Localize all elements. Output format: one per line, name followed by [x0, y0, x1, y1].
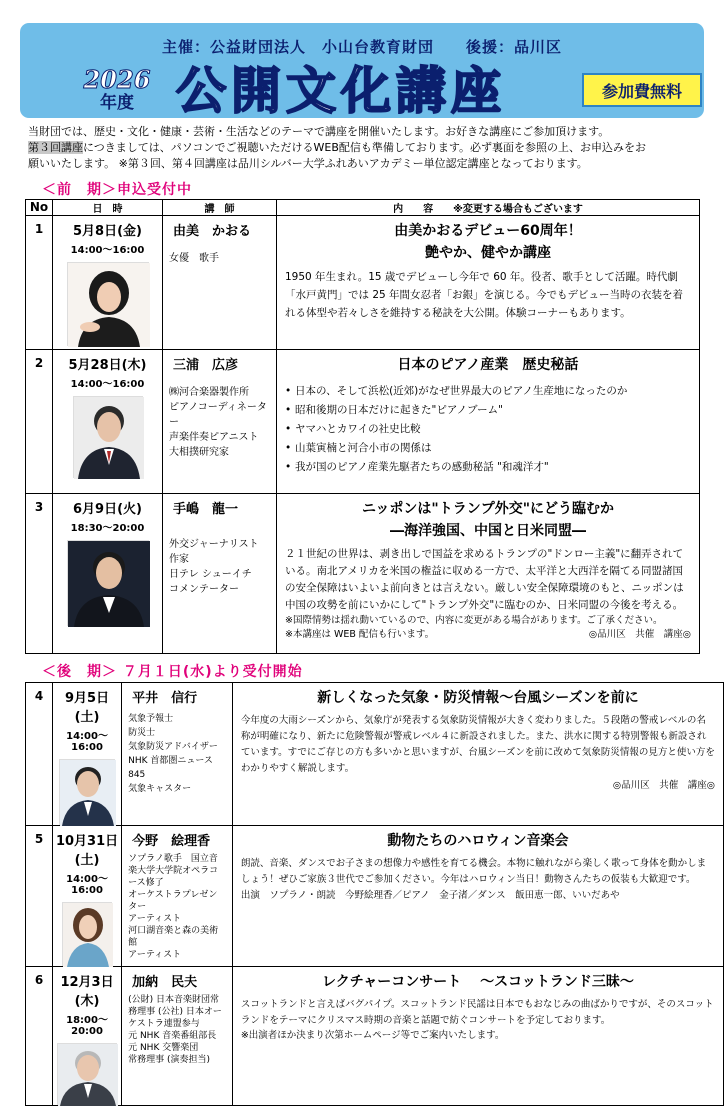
content-cell [277, 494, 700, 654]
lecture-subtitle: 艶やか、健やか講座 [425, 245, 551, 261]
lecture-date: 9月5日(土) [65, 691, 110, 725]
lecturer-name: 手嶋 龍一 [173, 502, 239, 517]
header-date: 日 時 [53, 200, 163, 216]
header-content: 内 容 ※変更する場合もございます [277, 200, 700, 216]
lecture-description: スコットランドと言えばバグパイプ。スコットランド民謡は日本でもおなじみの曲ばかりですが、そのスコットランドをテーマにクリスマス時期の音楽と話題で紡ぐコンサートを予定しております。 [240, 999, 714, 1026]
lecturer-role: 防災士 [128, 728, 156, 738]
lecture-date-cell [53, 494, 163, 654]
lecture-note: ※国際情勢は揺れ動いているので、内容に変更がある場合があります。ご了承ください。 [285, 615, 663, 626]
lecture-date: 5月28日(木) [68, 358, 147, 373]
lecturer-name: 加納 民夫 [132, 975, 198, 990]
content-cell [277, 350, 700, 494]
lecturer-cell [163, 494, 277, 654]
header-banner [20, 23, 704, 118]
lecturer-photo [57, 1043, 117, 1105]
table-row [26, 216, 700, 350]
table-row [26, 967, 724, 1106]
intro-line-2 [28, 140, 698, 156]
section-first-term: ＜前 期＞申込受付中 [42, 182, 192, 198]
sponsor-main: 主催：公益財団法人 小山台教育財団 [161, 38, 434, 56]
lecturer-cell [163, 350, 277, 494]
lecture-time: 14:00～16:00 [70, 379, 145, 390]
table-row [26, 826, 724, 967]
cohost-label: ◎品川区 共催 講座◎ [612, 780, 715, 791]
lecturer-cell [122, 683, 233, 826]
portrait-icon [63, 903, 113, 967]
lecture-no: 5 [26, 826, 53, 967]
lecture-note-row [285, 628, 691, 642]
lecture-subtitle: ―海洋強国、中国と日米同盟― [390, 523, 586, 539]
lecture-no: 3 [26, 494, 53, 654]
table-header-row [26, 200, 700, 216]
list-item: • 我が国のピアノ産業先駆者たちの感動秘話 "和魂洋才" [285, 458, 691, 477]
lecture-description: 今年度の大雨シーズンから、気象庁が発表する気象防災情報が大きく変わりました。５段階の警戒レベルの名称が明確になり、新たに危険警報が警戒レベル４に新設されました。また、洪水に関する特別警報も新設されています。すでにご存じの方も多いかと思いますが、台風シーズンを前に改めて気象防災情報の見方と使い方をわかりやすく解説します。 [240, 715, 715, 774]
lecture-date-cell [53, 683, 122, 826]
lecture-no: 4 [26, 683, 53, 826]
header-lecturer: 講 師 [163, 200, 277, 216]
lecture-title: 日本のピアノ産業 歴史秘話 [397, 357, 579, 373]
table-row [26, 350, 700, 494]
lecture-time: 14:00～16:00 [70, 245, 145, 256]
lecturer-role: 作家 [169, 554, 189, 565]
content-cell [232, 683, 723, 826]
lecturer-photo [62, 902, 112, 966]
lecturer-role: コメンテーター [169, 584, 239, 595]
lecturer-role: 外交ジャーナリスト [169, 539, 259, 550]
list-item: • 山葉寅楠と河合小市の関係は [285, 439, 691, 458]
year-unit: 年度 [100, 93, 134, 113]
lecturer-photo [67, 262, 149, 346]
lecturer-role: 常務理事 (演奏担当) [128, 1055, 210, 1065]
lecture-date: 5月8日(金) [73, 224, 142, 239]
portrait-icon [68, 263, 150, 347]
lecture-title: 新しくなった気象・防災情報～台風シーズンを前に [317, 690, 639, 706]
lecture-date: 6月9日(火) [73, 502, 142, 517]
lecturer-role: 河口湖音楽と森の美術館 [128, 926, 219, 948]
lecture-title: レクチャーコンサート ～スコットランド三昧～ [321, 974, 634, 990]
lecturer-role: ピアノコーディネーター [169, 402, 267, 428]
cohost-label: ◎品川区 共催 講座◎ [588, 629, 691, 640]
free-badge: 参加費無料 [582, 73, 702, 107]
lecturer-role: NHK 首都圏ニュース 845 [128, 756, 213, 780]
lecturer-photo [59, 759, 115, 825]
lecture-date-cell [53, 826, 122, 967]
table-row [26, 683, 724, 826]
lecture-date-cell [53, 967, 122, 1106]
lecture-title: ニッポンは"トランプ外交"にどう臨むか [361, 501, 615, 517]
lecturer-role: ソプラノ歌手 国立音楽大学大学院オペラコース修了 [128, 854, 219, 888]
lecturer-photo [67, 540, 149, 626]
list-item: • ヤマハとカワイの社史比較 [285, 420, 691, 439]
lecture-performers: 出演 ソプラノ・朗読 今野絵理香／ピアノ 金子渚／ダンス 飯田恵一郎、いいだあや [240, 890, 620, 901]
lecturer-role: 大相撲研究家 [169, 447, 229, 458]
lecture-description: ２１世紀の世界は、剥き出しで国益を求めるトランプの"ドンロー主義"に翻弄されている。南北アメリカを米国の権益に収める一方で、太平洋と大西洋を隔てる同盟諸国の安全保障はいよいよ前向きとは言えない。厳しい安全保障環境のもと、ニッポンは中国の攻勢を前にいかにして"トランプ外交"に臨むのか、日米同盟の今後を考える。 [285, 548, 684, 611]
list-item: • 日本の、そして浜松(近郊)がなぜ世界最大のピアノ生産地になったのか [285, 382, 691, 401]
lecture-no: 1 [26, 216, 53, 350]
intro-line-2-text: につきましては、パソコンでご視聴いただけるWEB配信も準備しております。必ず裏面を参照の上、お申込みをお [83, 141, 647, 154]
lecturer-role: 元 NHK 音楽番組部長 [128, 1031, 217, 1041]
fiscal-year [76, 65, 158, 113]
lecture-date-cell [53, 350, 163, 494]
lecture-title: 由美かおるデビュー60周年！ [394, 223, 582, 239]
lecturer-role: アーティスト [128, 914, 182, 924]
lecturer-name: 今野 絵理香 [132, 834, 211, 849]
lecturer-role: 気象予報士 [128, 714, 174, 724]
intro-highlight: 第３回講座 [28, 141, 83, 154]
lecturer-cell [163, 216, 277, 350]
portrait-icon [60, 760, 116, 826]
lecture-time: 18:30～20:00 [70, 523, 145, 534]
lecture-time: 18:00～20:00 [66, 1015, 108, 1037]
lecturer-role: 声楽伴奏ピアニスト [169, 432, 259, 443]
lecturer-name: 平井 信行 [132, 691, 198, 706]
content-cell [232, 826, 723, 967]
lecturer-role: 気象キャスター [128, 784, 192, 794]
lecture-date-cell [53, 216, 163, 350]
web-note: ※本講座は WEB 配信も行います。 [285, 629, 435, 640]
table-row [26, 494, 700, 654]
lecture-description: 朗読、音楽、ダンスでお子さまの想像力や感性を育てる機会。本物に触れながら楽しく歌って身体を動かしましょう！ぜひご家族３世代でご参加ください。今年はハロウィン当日！動物さんたちの仮装も大歓迎です。 [240, 858, 707, 885]
lecturer-role: ㈱河合楽器製作所 [169, 387, 249, 398]
portrait-icon [68, 541, 150, 627]
content-cell [232, 967, 723, 1106]
second-term-table [25, 682, 724, 1106]
lecturer-cell [122, 967, 233, 1106]
lecture-bullets [285, 382, 691, 477]
lecturer-role: 気象防災アドバイザー [128, 742, 218, 752]
content-cell [277, 216, 700, 350]
first-term-table [25, 199, 700, 654]
portrait-icon [74, 397, 144, 479]
year-number: 2026 [83, 65, 151, 94]
lecturer-name: 由美 かおる [173, 224, 252, 239]
lecture-no: 6 [26, 967, 53, 1106]
lecture-description: 1950 年生まれ。15 歳でデビューし今年で 60 年。役者、歌手として活躍。時代劇「水戸黄門」では 25 年間女忍者「お銀」を演じる。今でもデビュー当時の衣装を着れる体型や若々しさを維持する秘訣を大公開。体験コーナーもあります。 [285, 271, 684, 319]
lecture-date: 10月31日(土) [55, 834, 119, 868]
lecturer-photo [73, 396, 143, 478]
header-no: No [26, 200, 53, 216]
sponsor-line [20, 36, 704, 57]
portrait-icon [58, 1044, 118, 1106]
lecturer-role: 女優 歌手 [169, 253, 219, 264]
sponsor-support: 後援：品川区 [466, 38, 563, 56]
intro-line-3: 願いいたします。 ※第３回、第４回講座は品川シルバー大学ふれあいアカデミー単位認定講座となっております。 [28, 157, 588, 170]
lecturer-role: (公財) 日本音楽財団常務理事 (公社) 日本オーケストラ連盟参与 [128, 995, 222, 1029]
lecture-title: 動物たちのハロウィン音楽会 [387, 833, 569, 849]
lecturer-role: 日テレ シューイチ [169, 569, 252, 580]
lecturer-name: 三浦 広彦 [173, 358, 239, 373]
lecturer-cell [122, 826, 233, 967]
lecturer-role: アーティスト [128, 950, 182, 960]
lecture-time: 14:00～16:00 [66, 874, 108, 896]
lecturer-role: 元 NHK 交響楽団 [128, 1043, 199, 1053]
lecture-note: ※出演者ほか決まり次第ホームページ等でご案内いたします。 [240, 1030, 505, 1041]
lecture-date: 12月3日(木) [60, 975, 114, 1009]
lecture-time: 14:00～16:00 [66, 731, 108, 753]
lecturer-role: オーケストラプレゼンター [128, 890, 218, 912]
list-item: • 昭和後期の日本だけに起きた"ピアノブーム" [285, 401, 691, 420]
intro-text [28, 124, 698, 172]
page-title: 公開文化講座 [176, 62, 506, 120]
lecture-no: 2 [26, 350, 53, 494]
intro-line-1: 当財団では、歴史・文化・健康・芸術・生活などのテーマで講座を開催いたします。お好きな講座にご参加頂けます。 [28, 125, 610, 138]
section-second-term: ＜後 期＞ ７月１日(水)より受付開始 [42, 664, 303, 680]
